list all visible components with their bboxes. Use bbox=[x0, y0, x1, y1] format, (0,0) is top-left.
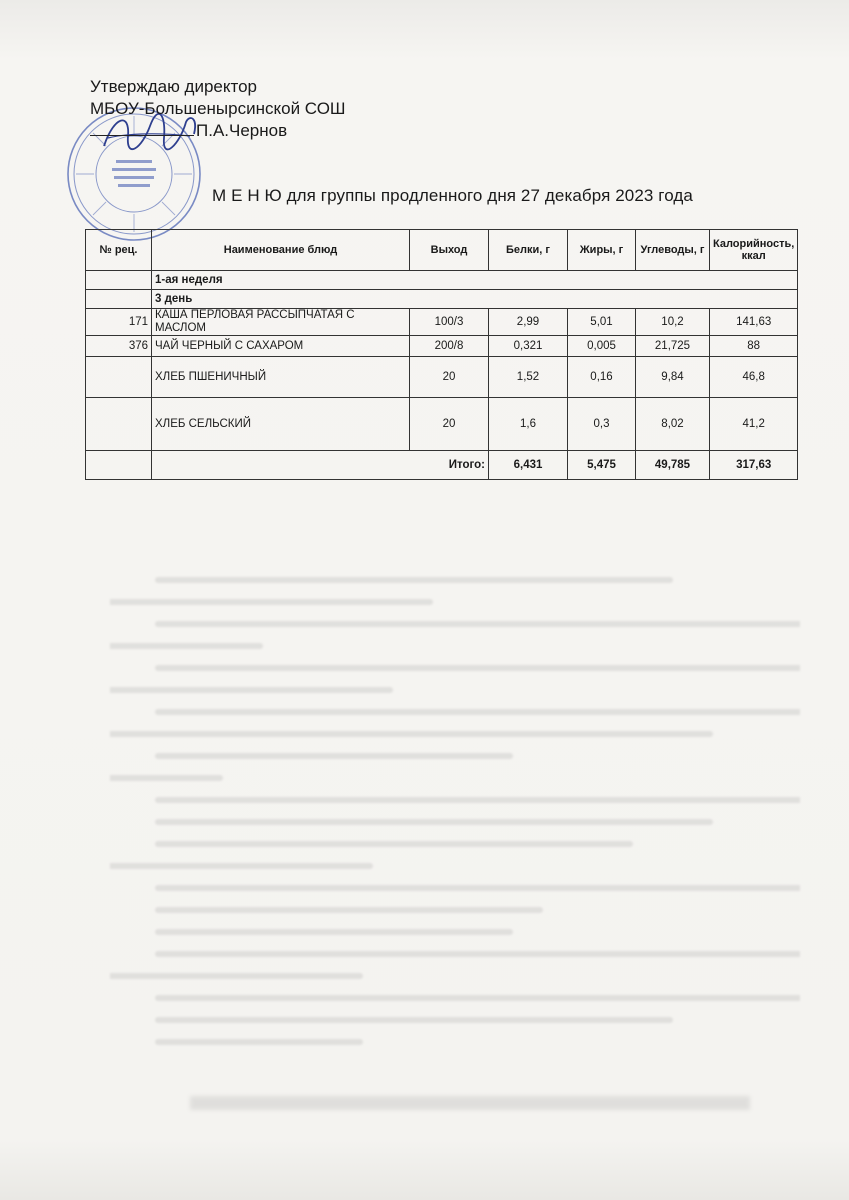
dish-fat: 0,005 bbox=[568, 336, 636, 357]
dish-kcal: 46,8 bbox=[710, 357, 798, 398]
total-kcal: 317,63 bbox=[710, 451, 798, 480]
dish-out: 20 bbox=[410, 398, 489, 451]
dish-protein: 1,52 bbox=[489, 357, 568, 398]
header-num: № рец. bbox=[86, 230, 152, 271]
day-label: 3 день bbox=[152, 290, 798, 309]
dish-name: ХЛЕБ СЕЛЬСКИЙ bbox=[152, 398, 410, 451]
recipe-num bbox=[86, 398, 152, 451]
recipe-num bbox=[86, 357, 152, 398]
total-carbs: 49,785 bbox=[636, 451, 710, 480]
total-protein: 6,431 bbox=[489, 451, 568, 480]
menu-title: М Е Н Ю для группы продленного дня 27 декабря 2023 года bbox=[212, 186, 693, 205]
recipe-num: 171 bbox=[86, 309, 152, 336]
week-row bbox=[86, 271, 798, 290]
table-row bbox=[86, 309, 798, 336]
total-row bbox=[86, 451, 798, 480]
header-out: Выход bbox=[410, 230, 489, 271]
dish-fat: 5,01 bbox=[568, 309, 636, 336]
dish-carbs: 21,725 bbox=[636, 336, 710, 357]
signature-underline bbox=[90, 121, 194, 136]
dish-out: 100/3 bbox=[410, 309, 489, 336]
header-carbs: Углеводы, г bbox=[636, 230, 710, 271]
table-header-row bbox=[86, 230, 798, 271]
reverse-side-heading-bleed bbox=[190, 1096, 750, 1110]
dish-out: 20 bbox=[410, 357, 489, 398]
dish-kcal: 88 bbox=[710, 336, 798, 357]
header-name: Наименование блюд bbox=[152, 230, 410, 271]
dish-protein: 0,321 bbox=[489, 336, 568, 357]
dish-fat: 0,3 bbox=[568, 398, 636, 451]
dish-name: ЧАЙ ЧЕРНЫЙ С САХАРОМ bbox=[152, 336, 410, 357]
day-row bbox=[86, 290, 798, 309]
dish-carbs: 9,84 bbox=[636, 357, 710, 398]
dish-protein: 1,6 bbox=[489, 398, 568, 451]
dish-out: 200/8 bbox=[410, 336, 489, 357]
header-fat: Жиры, г bbox=[568, 230, 636, 271]
approval-block bbox=[90, 76, 346, 142]
signature-line bbox=[90, 120, 346, 142]
dish-fat: 0,16 bbox=[568, 357, 636, 398]
total-label: Итого: bbox=[152, 451, 489, 480]
dish-name: КАША ПЕРЛОВАЯ РАССЫПЧАТАЯ С МАСЛОМ bbox=[152, 309, 410, 336]
header-kcal: Калорийность, ккал bbox=[710, 230, 798, 271]
week-label: 1-ая неделя bbox=[152, 271, 798, 290]
dish-protein: 2,99 bbox=[489, 309, 568, 336]
dish-carbs: 10,2 bbox=[636, 309, 710, 336]
table-row bbox=[86, 357, 798, 398]
dish-kcal: 141,63 bbox=[710, 309, 798, 336]
dish-kcal: 41,2 bbox=[710, 398, 798, 451]
menu-table bbox=[85, 229, 798, 480]
approval-line-2: МБОУ-Большенырсинской СОШ bbox=[90, 99, 346, 118]
table-row bbox=[86, 398, 798, 451]
header-protein: Белки, г bbox=[489, 230, 568, 271]
dish-carbs: 8,02 bbox=[636, 398, 710, 451]
dish-name: ХЛЕБ ПШЕНИЧНЫЙ bbox=[152, 357, 410, 398]
table-row bbox=[86, 336, 798, 357]
reverse-side-bleed bbox=[110, 570, 800, 1070]
signer-name: П.А.Чернов bbox=[196, 121, 288, 140]
recipe-num: 376 bbox=[86, 336, 152, 357]
approval-line-1: Утверждаю директор bbox=[90, 77, 258, 96]
total-fat: 5,475 bbox=[568, 451, 636, 480]
